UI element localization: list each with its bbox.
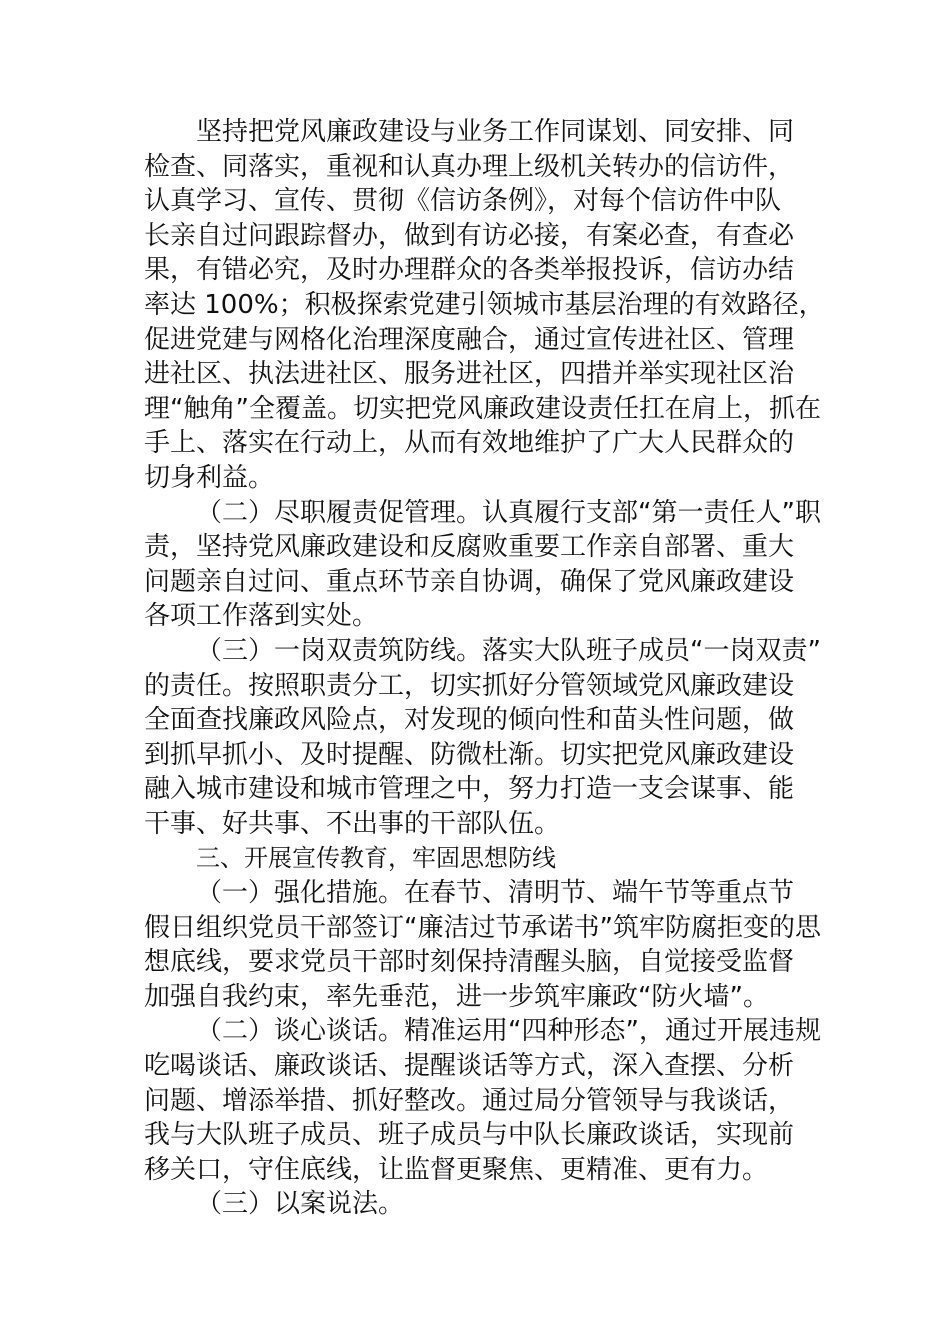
paragraph-line: 干事、好共事、不出事的干部队伍。 [144,808,561,839]
paragraph-line: 切身利益。 [144,462,275,493]
section-heading: 三、开展宣传教育，牢固思想防线 [196,844,556,873]
paragraph-line: 促进党建与网格化治理深度融合，通过宣传进社区、管理 [144,324,795,355]
paragraph-line: 进社区、执法进社区、服务进社区，四措并举实现社区治 [144,359,795,390]
paragraph-line: 手上、落实在行动上，从而有效地维护了广大人民群众的 [144,428,795,459]
paragraph-line: 果，有错必究，及时办理群众的各类举报投诉，信访办结 [144,255,795,286]
paragraph-line: 移关口，守住底线，让监督更聚焦、更精准、更有力。 [144,1154,769,1185]
document-body [144,115,825,1222]
paragraph-line: （二）谈心谈话。精准运用“四种形态”，通过开展违规 [196,1016,821,1047]
paragraph-line: （三）一岗双责筑防线。落实大队班子成员“一岗双责” [196,635,821,666]
paragraph-line: 吃喝谈话、廉政谈话、提醒谈话等方式，深入查摆、分析 [144,1051,795,1082]
paragraph-line: 的责任。按照职责分工，切实抓好分管领域党风廉政建设 [144,670,795,701]
paragraph-line: 认真学习、宣传、贯彻《信访条例》，对每个信访件中队 [144,186,782,217]
paragraph-line: 率达 100%；积极探索党建引领城市基层治理的有效路径， [144,289,825,320]
paragraph-line: 问题、增添举措、抓好整改。通过局分管领导与我谈话， [144,1085,795,1116]
paragraph-line: 理“触角”全覆盖。切实把党风廉政建设责任扛在肩上，抓在 [144,393,821,424]
paragraph-line: 到抓早抓小、及时提醒、防微杜渐。切实把党风廉政建设 [144,739,795,770]
paragraph-line: 问题亲自过问、重点环节亲自协调，确保了党风廉政建设 [144,566,795,597]
paragraph-line: 加强自我约束，率先垂范，进一步筑牢廉政“防火墙”。 [144,981,769,1012]
paragraph-line: 坚持把党风廉政建设与业务工作同谋划、同安排、同 [196,117,795,147]
paragraph-line: 想底线，要求党员干部时刻保持清醒头脑，自觉接受监督 [144,947,795,978]
paragraph-line: 各项工作落到实处。 [144,601,379,632]
paragraph-line: （一）强化措施。在春节、清明节、端午节等重点节 [196,878,795,909]
paragraph-line: 长亲自过问跟踪督办，做到有访必接，有案必查，有查必 [144,220,795,251]
paragraph-line: （三）以案说法。 [196,1189,405,1220]
paragraph-line: 融入城市建设和城市管理之中，努力打造一支会谋事、能 [144,774,795,805]
paragraph-line: 全面查找廉政风险点，对发现的倾向性和苗头性问题，做 [144,705,795,736]
paragraph-line: （二）尽职履责促管理。认真履行支部“第一责任人”职 [196,497,821,528]
paragraph-line: 检查、同落实，重视和认真办理上级机关转办的信访件， [144,151,795,182]
paragraph-line: 我与大队班子成员、班子成员与中队长廉政谈话，实现前 [144,1120,795,1151]
paragraph-line: 责，坚持党风廉政建设和反腐败重要工作亲自部署、重大 [144,532,795,563]
paragraph-line: 假日组织党员干部签订“廉洁过节承诺书”筑牢防腐拒变的思 [144,912,821,943]
